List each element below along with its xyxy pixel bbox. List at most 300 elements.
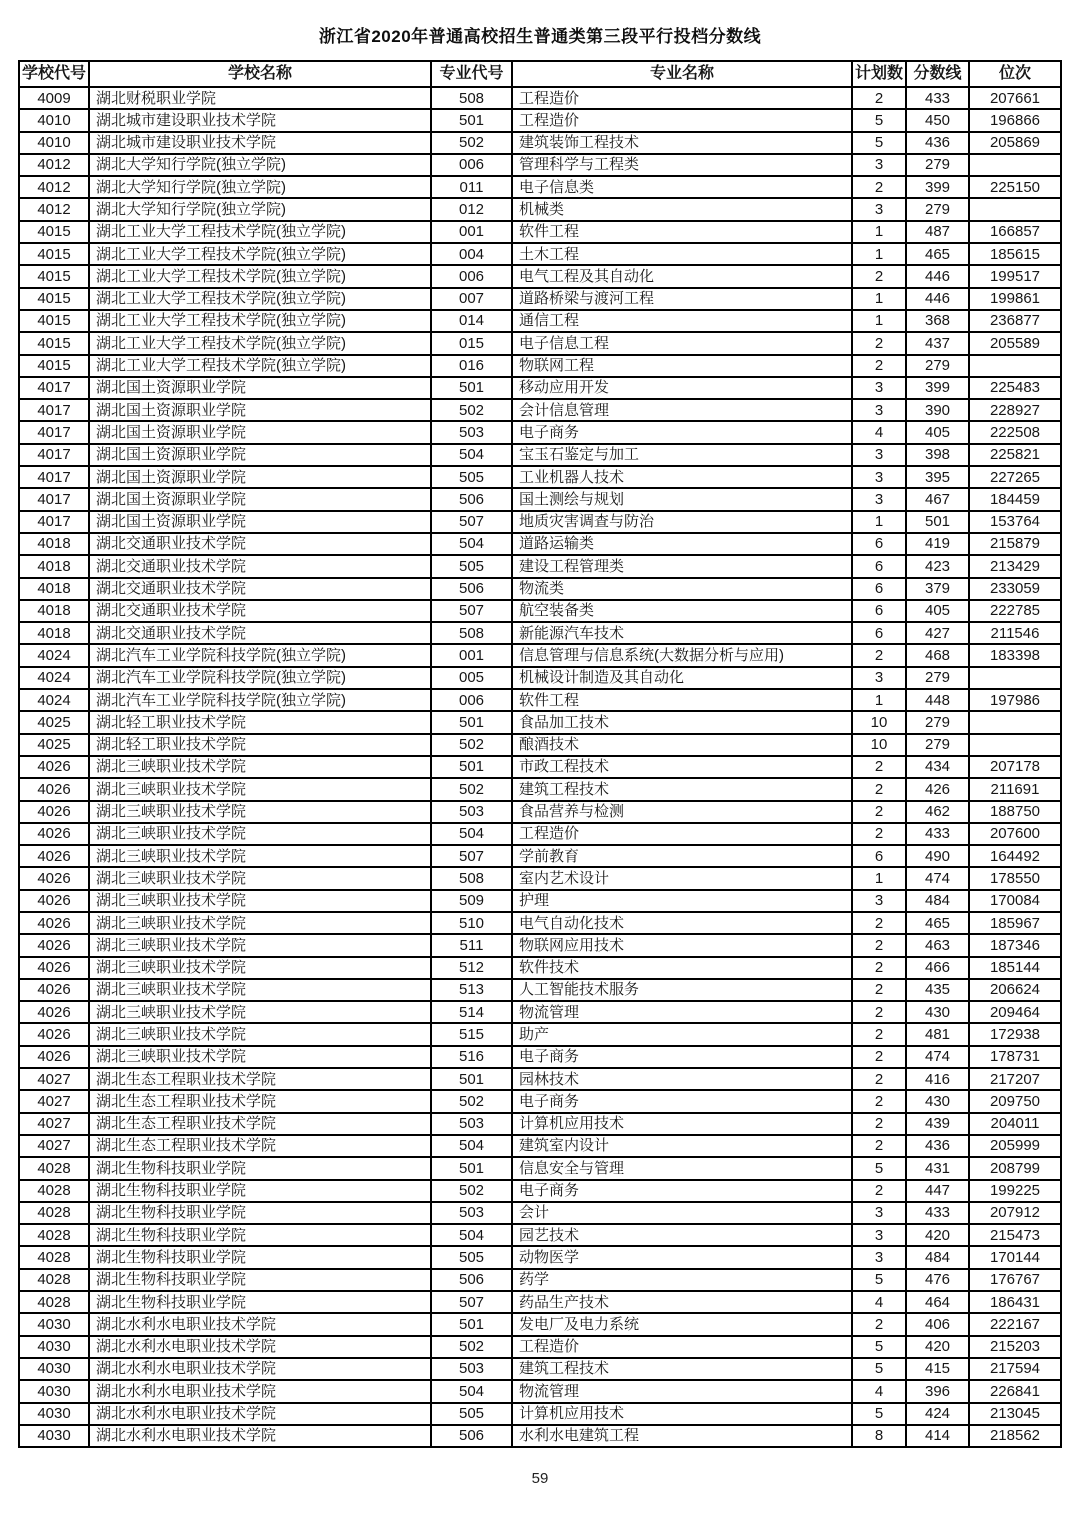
cell-rank: 204011: [969, 1113, 1061, 1135]
cell-rank: 207912: [969, 1202, 1061, 1224]
cell-score-line: 431: [906, 1157, 969, 1179]
cell-school-code: 4018: [19, 578, 89, 600]
cell-school-name: 湖北工业大学工程技术学院(独立学院): [89, 355, 431, 377]
table-row: [19, 87, 1061, 109]
cell-rank: 227265: [969, 466, 1061, 488]
cell-score-line: 435: [906, 979, 969, 1001]
table-row: [19, 734, 1061, 756]
header-score-line: 分数线: [906, 61, 969, 87]
cell-school-name: 湖北水利水电职业技术学院: [89, 1358, 431, 1380]
cell-plan-count: 3: [852, 1224, 906, 1246]
cell-school-name: 湖北工业大学工程技术学院(独立学院): [89, 265, 431, 287]
cell-rank: 213429: [969, 555, 1061, 577]
cell-major-code: 513: [431, 979, 512, 1001]
cell-plan-count: 3: [852, 466, 906, 488]
cell-major-code: 501: [431, 1313, 512, 1335]
table-row: [19, 310, 1061, 332]
cell-plan-count: 3: [852, 890, 906, 912]
cell-school-name: 湖北三峡职业技术学院: [89, 979, 431, 1001]
cell-major-code: 505: [431, 1403, 512, 1425]
cell-major-name: 园艺技术: [512, 1224, 852, 1246]
cell-school-name: 湖北三峡职业技术学院: [89, 912, 431, 934]
cell-school-code: 4027: [19, 1090, 89, 1112]
cell-score-line: 430: [906, 1001, 969, 1023]
cell-school-name: 湖北生物科技职业学院: [89, 1269, 431, 1291]
cell-plan-count: 6: [852, 845, 906, 867]
cell-rank: 206624: [969, 979, 1061, 1001]
cell-school-code: 4027: [19, 1113, 89, 1135]
cell-school-name: 湖北国土资源职业学院: [89, 421, 431, 443]
cell-score-line: 501: [906, 511, 969, 533]
cell-school-code: 4017: [19, 421, 89, 443]
cell-school-code: 4027: [19, 1068, 89, 1090]
cell-major-code: 505: [431, 1246, 512, 1268]
cell-school-code: 4012: [19, 154, 89, 176]
table-row: [19, 1202, 1061, 1224]
cell-score-line: 446: [906, 288, 969, 310]
cell-school-name: 湖北交通职业技术学院: [89, 533, 431, 555]
cell-major-name: 建筑装饰工程技术: [512, 132, 852, 154]
cell-school-code: 4028: [19, 1157, 89, 1179]
cell-plan-count: 1: [852, 288, 906, 310]
cell-school-name: 湖北轻工职业技术学院: [89, 711, 431, 733]
cell-score-line: 447: [906, 1180, 969, 1202]
cell-rank: 187346: [969, 934, 1061, 956]
table-row: [19, 444, 1061, 466]
cell-major-code: 503: [431, 1202, 512, 1224]
cell-plan-count: 5: [852, 1269, 906, 1291]
cell-plan-count: 2: [852, 912, 906, 934]
cell-plan-count: 3: [852, 1246, 906, 1268]
cell-rank: 196866: [969, 109, 1061, 131]
cell-school-code: 4015: [19, 310, 89, 332]
cell-school-name: 湖北三峡职业技术学院: [89, 778, 431, 800]
cell-score-line: 398: [906, 444, 969, 466]
cell-rank: 186431: [969, 1291, 1061, 1313]
header-rank: 位次: [969, 61, 1061, 87]
cell-rank: 218562: [969, 1425, 1061, 1447]
table-row: [19, 1425, 1061, 1447]
cell-plan-count: 1: [852, 511, 906, 533]
cell-school-name: 湖北国土资源职业学院: [89, 466, 431, 488]
cell-school-name: 湖北城市建设职业技术学院: [89, 109, 431, 131]
cell-major-code: 501: [431, 377, 512, 399]
cell-school-code: 4015: [19, 221, 89, 243]
cell-major-code: 502: [431, 132, 512, 154]
cell-major-code: 507: [431, 1291, 512, 1313]
cell-plan-count: 3: [852, 444, 906, 466]
cell-major-name: 药品生产技术: [512, 1291, 852, 1313]
table-row: [19, 533, 1061, 555]
cell-school-code: 4026: [19, 823, 89, 845]
page-title: 浙江省2020年普通高校招生普通类第三段平行投档分数线: [318, 27, 762, 46]
cell-school-code: 4026: [19, 890, 89, 912]
cell-school-name: 湖北生物科技职业学院: [89, 1202, 431, 1224]
cell-rank: 176767: [969, 1269, 1061, 1291]
cell-major-name: 室内艺术设计: [512, 867, 852, 889]
table-row: [19, 243, 1061, 265]
cell-plan-count: 5: [852, 132, 906, 154]
cell-school-name: 湖北交通职业技术学院: [89, 578, 431, 600]
cell-major-code: 007: [431, 288, 512, 310]
cell-major-code: 501: [431, 1068, 512, 1090]
cell-major-code: 503: [431, 801, 512, 823]
cell-major-name: 管理科学与工程类: [512, 154, 852, 176]
cell-score-line: 439: [906, 1113, 969, 1135]
cell-major-code: 014: [431, 310, 512, 332]
cell-major-name: 通信工程: [512, 310, 852, 332]
table-row: [19, 1313, 1061, 1335]
cell-rank: 209750: [969, 1090, 1061, 1112]
table-row: [19, 778, 1061, 800]
cell-major-code: 504: [431, 533, 512, 555]
cell-plan-count: 4: [852, 421, 906, 443]
table-row: [19, 1090, 1061, 1112]
cell-plan-count: 5: [852, 1358, 906, 1380]
table-row: [19, 912, 1061, 934]
page-number: 59: [531, 1470, 549, 1488]
table-row: [19, 288, 1061, 310]
table-row: [19, 421, 1061, 443]
cell-school-code: 4030: [19, 1313, 89, 1335]
cell-rank: 199517: [969, 265, 1061, 287]
table-row: [19, 332, 1061, 354]
cell-score-line: 406: [906, 1313, 969, 1335]
cell-plan-count: 6: [852, 622, 906, 644]
cell-major-name: 软件工程: [512, 221, 852, 243]
cell-score-line: 433: [906, 87, 969, 109]
cell-rank: 199225: [969, 1180, 1061, 1202]
cell-score-line: 450: [906, 109, 969, 131]
cell-school-name: 湖北生态工程职业技术学院: [89, 1135, 431, 1157]
cell-school-code: 4026: [19, 934, 89, 956]
cell-school-code: 4028: [19, 1180, 89, 1202]
cell-plan-count: 10: [852, 734, 906, 756]
cell-plan-count: 6: [852, 578, 906, 600]
cell-major-name: 电子商务: [512, 421, 852, 443]
cell-plan-count: 1: [852, 221, 906, 243]
cell-major-code: 505: [431, 466, 512, 488]
cell-rank: 197986: [969, 689, 1061, 711]
cell-rank: 222167: [969, 1313, 1061, 1335]
cell-school-code: 4015: [19, 332, 89, 354]
cell-school-name: 湖北三峡职业技术学院: [89, 890, 431, 912]
cell-school-name: 湖北生物科技职业学院: [89, 1180, 431, 1202]
cell-school-code: 4015: [19, 265, 89, 287]
cell-score-line: 399: [906, 377, 969, 399]
table-row: [19, 1068, 1061, 1090]
cell-school-name: 湖北三峡职业技术学院: [89, 1023, 431, 1045]
table-row: [19, 198, 1061, 220]
cell-school-name: 湖北三峡职业技术学院: [89, 756, 431, 778]
cell-rank: 178731: [969, 1046, 1061, 1068]
cell-school-code: 4025: [19, 734, 89, 756]
header-school-name: 学校名称: [89, 61, 431, 87]
cell-score-line: 399: [906, 176, 969, 198]
cell-score-line: 419: [906, 533, 969, 555]
cell-rank: 228927: [969, 399, 1061, 421]
cell-school-name: 湖北大学知行学院(独立学院): [89, 198, 431, 220]
cell-major-name: 食品营养与检测: [512, 801, 852, 823]
cell-school-name: 湖北国土资源职业学院: [89, 511, 431, 533]
cell-major-code: 503: [431, 1113, 512, 1135]
cell-plan-count: 4: [852, 1380, 906, 1402]
score-line-table: [18, 60, 1062, 1448]
cell-plan-count: 2: [852, 1046, 906, 1068]
cell-major-code: 508: [431, 867, 512, 889]
cell-major-name: 信息管理与信息系统(大数据分析与应用): [512, 644, 852, 666]
cell-rank: 208799: [969, 1157, 1061, 1179]
cell-major-code: 504: [431, 1224, 512, 1246]
cell-major-name: 护理: [512, 890, 852, 912]
table-row: [19, 399, 1061, 421]
cell-plan-count: 2: [852, 957, 906, 979]
cell-school-name: 湖北三峡职业技术学院: [89, 867, 431, 889]
cell-school-name: 湖北生物科技职业学院: [89, 1157, 431, 1179]
cell-plan-count: 3: [852, 667, 906, 689]
cell-school-code: 4017: [19, 511, 89, 533]
cell-plan-count: 6: [852, 533, 906, 555]
cell-school-name: 湖北城市建设职业技术学院: [89, 132, 431, 154]
cell-major-code: 001: [431, 221, 512, 243]
cell-school-code: 4026: [19, 979, 89, 1001]
cell-score-line: 420: [906, 1224, 969, 1246]
cell-plan-count: 3: [852, 488, 906, 510]
cell-score-line: 436: [906, 1135, 969, 1157]
cell-major-name: 建设工程管理类: [512, 555, 852, 577]
cell-major-name: 电子信息工程: [512, 332, 852, 354]
cell-plan-count: 2: [852, 979, 906, 1001]
cell-score-line: 405: [906, 421, 969, 443]
cell-rank: 207178: [969, 756, 1061, 778]
cell-rank: 153764: [969, 511, 1061, 533]
cell-school-name: 湖北三峡职业技术学院: [89, 934, 431, 956]
table-row: [19, 176, 1061, 198]
table-row: [19, 221, 1061, 243]
table-row: [19, 979, 1061, 1001]
cell-school-name: 湖北国土资源职业学院: [89, 488, 431, 510]
cell-major-code: 516: [431, 1046, 512, 1068]
cell-school-code: 4012: [19, 176, 89, 198]
cell-rank: 178550: [969, 867, 1061, 889]
cell-plan-count: 6: [852, 600, 906, 622]
cell-major-code: 504: [431, 1135, 512, 1157]
cell-major-code: 501: [431, 756, 512, 778]
cell-major-name: 建筑室内设计: [512, 1135, 852, 1157]
cell-major-code: 507: [431, 600, 512, 622]
cell-major-code: 502: [431, 1180, 512, 1202]
cell-major-code: 503: [431, 1358, 512, 1380]
cell-plan-count: 1: [852, 243, 906, 265]
table-row: [19, 377, 1061, 399]
cell-major-name: 物流类: [512, 578, 852, 600]
cell-plan-count: 2: [852, 1113, 906, 1135]
cell-major-name: 物联网应用技术: [512, 934, 852, 956]
table-row: [19, 1269, 1061, 1291]
table-row: [19, 801, 1061, 823]
cell-school-code: 4018: [19, 533, 89, 555]
cell-major-code: 508: [431, 622, 512, 644]
table-row: [19, 132, 1061, 154]
cell-major-name: 物流管理: [512, 1380, 852, 1402]
cell-school-name: 湖北生态工程职业技术学院: [89, 1068, 431, 1090]
cell-score-line: 279: [906, 154, 969, 176]
cell-school-name: 湖北水利水电职业技术学院: [89, 1336, 431, 1358]
cell-major-name: 食品加工技术: [512, 711, 852, 733]
header-major-code: 专业代号: [431, 61, 512, 87]
cell-plan-count: 6: [852, 555, 906, 577]
cell-school-name: 湖北汽车工业学院科技学院(独立学院): [89, 644, 431, 666]
cell-major-code: 502: [431, 1090, 512, 1112]
cell-major-name: 软件技术: [512, 957, 852, 979]
cell-plan-count: 2: [852, 934, 906, 956]
cell-plan-count: 2: [852, 87, 906, 109]
table-row: [19, 890, 1061, 912]
table-row: [19, 957, 1061, 979]
cell-major-name: 建筑工程技术: [512, 1358, 852, 1380]
cell-school-code: 4030: [19, 1336, 89, 1358]
cell-major-code: 504: [431, 823, 512, 845]
cell-major-name: 电子商务: [512, 1180, 852, 1202]
cell-plan-count: 3: [852, 399, 906, 421]
cell-rank: 236877: [969, 310, 1061, 332]
cell-school-code: 4017: [19, 466, 89, 488]
table-row: [19, 1046, 1061, 1068]
cell-major-code: 511: [431, 934, 512, 956]
cell-major-name: 助产: [512, 1023, 852, 1045]
table-row: [19, 1023, 1061, 1045]
cell-major-name: 地质灾害调查与防治: [512, 511, 852, 533]
cell-plan-count: 2: [852, 176, 906, 198]
cell-score-line: 434: [906, 756, 969, 778]
cell-plan-count: 2: [852, 1023, 906, 1045]
table-row: [19, 622, 1061, 644]
cell-school-name: 湖北水利水电职业技术学院: [89, 1313, 431, 1335]
table-row: [19, 823, 1061, 845]
cell-major-code: 502: [431, 1336, 512, 1358]
cell-score-line: 481: [906, 1023, 969, 1045]
cell-school-name: 湖北国土资源职业学院: [89, 444, 431, 466]
cell-plan-count: 2: [852, 823, 906, 845]
cell-plan-count: 5: [852, 1157, 906, 1179]
cell-school-name: 湖北三峡职业技术学院: [89, 845, 431, 867]
table-row: [19, 1180, 1061, 1202]
cell-major-code: 506: [431, 1269, 512, 1291]
cell-school-name: 湖北生物科技职业学院: [89, 1246, 431, 1268]
cell-rank: 205869: [969, 132, 1061, 154]
cell-school-name: 湖北生态工程职业技术学院: [89, 1113, 431, 1135]
cell-major-name: 移动应用开发: [512, 377, 852, 399]
cell-school-name: 湖北大学知行学院(独立学院): [89, 176, 431, 198]
cell-score-line: 279: [906, 355, 969, 377]
cell-rank: 233059: [969, 578, 1061, 600]
cell-major-code: 507: [431, 845, 512, 867]
cell-major-name: 电子商务: [512, 1046, 852, 1068]
cell-rank: [969, 154, 1061, 176]
cell-plan-count: 3: [852, 154, 906, 176]
cell-school-name: 湖北工业大学工程技术学院(独立学院): [89, 243, 431, 265]
cell-school-code: 4028: [19, 1202, 89, 1224]
cell-major-name: 工程造价: [512, 87, 852, 109]
cell-rank: 172938: [969, 1023, 1061, 1045]
cell-rank: 184459: [969, 488, 1061, 510]
cell-rank: 215203: [969, 1336, 1061, 1358]
table-row: [19, 1157, 1061, 1179]
cell-school-code: 4026: [19, 756, 89, 778]
cell-school-name: 湖北汽车工业学院科技学院(独立学院): [89, 689, 431, 711]
cell-plan-count: 2: [852, 1180, 906, 1202]
cell-school-code: 4015: [19, 243, 89, 265]
cell-school-code: 4026: [19, 1001, 89, 1023]
cell-score-line: 446: [906, 265, 969, 287]
cell-score-line: 414: [906, 1425, 969, 1447]
cell-plan-count: 2: [852, 756, 906, 778]
cell-rank: 170084: [969, 890, 1061, 912]
cell-rank: 199861: [969, 288, 1061, 310]
cell-score-line: 436: [906, 132, 969, 154]
cell-score-line: 464: [906, 1291, 969, 1313]
table-row: [19, 689, 1061, 711]
cell-major-code: 502: [431, 734, 512, 756]
cell-school-code: 4017: [19, 488, 89, 510]
cell-school-code: 4024: [19, 667, 89, 689]
header-plan-count: 计划数: [852, 61, 906, 87]
cell-major-code: 502: [431, 778, 512, 800]
table-row: [19, 667, 1061, 689]
cell-school-name: 湖北交通职业技术学院: [89, 600, 431, 622]
table-row: [19, 600, 1061, 622]
cell-school-name: 湖北大学知行学院(独立学院): [89, 154, 431, 176]
cell-rank: 226841: [969, 1380, 1061, 1402]
cell-school-name: 湖北水利水电职业技术学院: [89, 1403, 431, 1425]
table-row: [19, 845, 1061, 867]
cell-school-name: 湖北财税职业学院: [89, 87, 431, 109]
cell-major-code: 507: [431, 511, 512, 533]
cell-school-name: 湖北轻工职业技术学院: [89, 734, 431, 756]
cell-school-name: 湖北生物科技职业学院: [89, 1224, 431, 1246]
table-row: [19, 1403, 1061, 1425]
cell-score-line: 427: [906, 622, 969, 644]
cell-major-name: 工程造价: [512, 823, 852, 845]
table-row: [19, 1336, 1061, 1358]
cell-score-line: 467: [906, 488, 969, 510]
header-school-code: 学校代号: [19, 61, 89, 87]
cell-score-line: 415: [906, 1358, 969, 1380]
header-major-name: 专业名称: [512, 61, 852, 87]
cell-score-line: 279: [906, 711, 969, 733]
cell-score-line: 379: [906, 578, 969, 600]
cell-score-line: 466: [906, 957, 969, 979]
cell-major-code: 506: [431, 488, 512, 510]
cell-major-name: 道路桥梁与渡河工程: [512, 288, 852, 310]
cell-school-name: 湖北国土资源职业学院: [89, 399, 431, 421]
cell-rank: 207661: [969, 87, 1061, 109]
cell-school-code: 4017: [19, 399, 89, 421]
cell-school-code: 4026: [19, 912, 89, 934]
cell-plan-count: 3: [852, 377, 906, 399]
cell-major-code: 506: [431, 578, 512, 600]
cell-major-code: 508: [431, 87, 512, 109]
table-row: [19, 1246, 1061, 1268]
cell-major-code: 501: [431, 711, 512, 733]
table-row: [19, 1358, 1061, 1380]
table-row: [19, 1224, 1061, 1246]
cell-major-name: 航空装备类: [512, 600, 852, 622]
table-row: [19, 154, 1061, 176]
cell-plan-count: 4: [852, 1291, 906, 1313]
cell-major-code: 006: [431, 154, 512, 176]
cell-major-code: 510: [431, 912, 512, 934]
